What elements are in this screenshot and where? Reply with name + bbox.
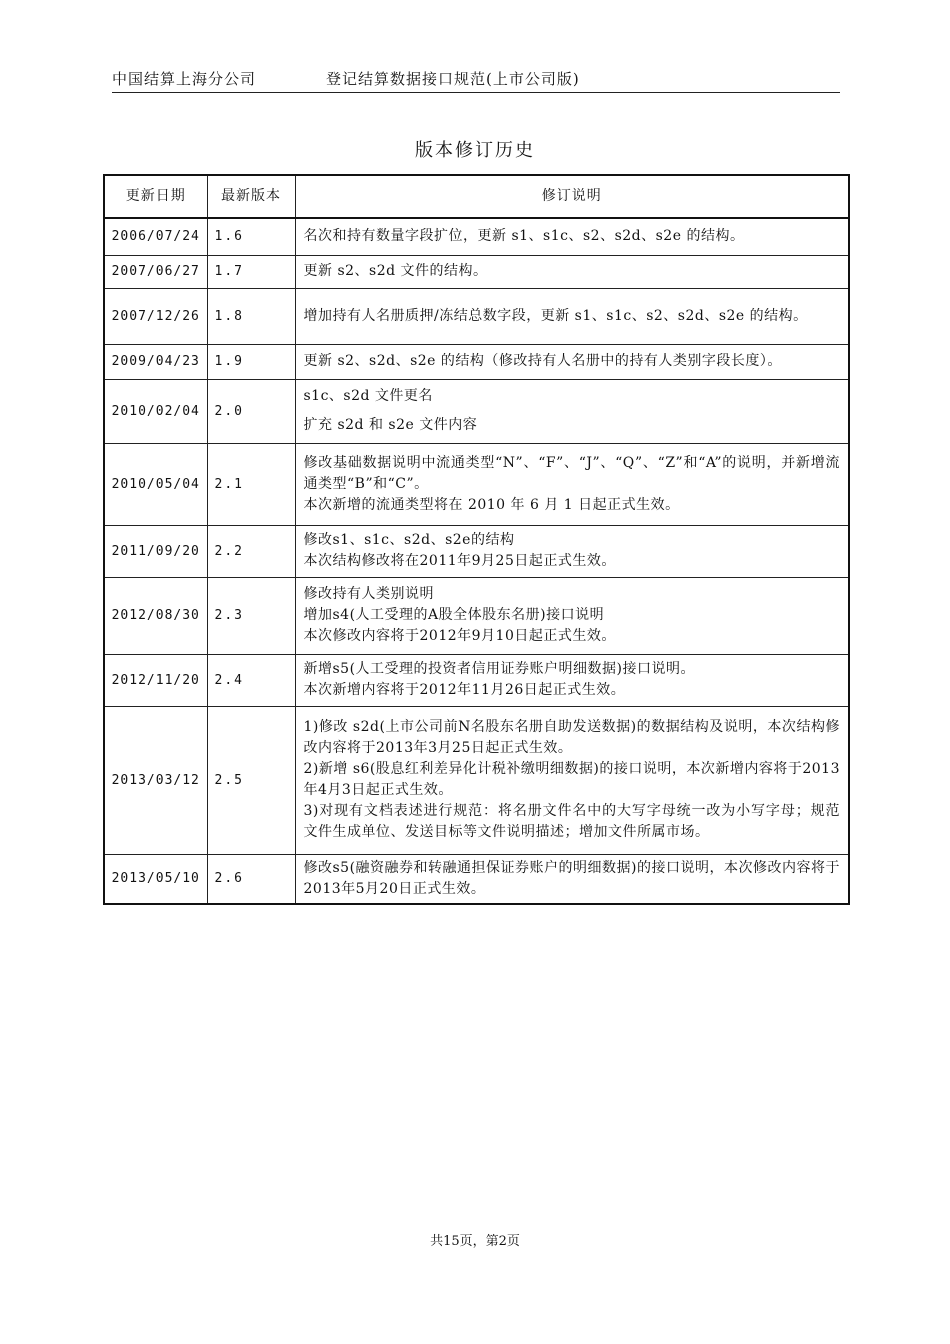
description-line: 修改s1、s1c、s2d、s2e的结构	[303, 532, 515, 548]
revision-version: 1.9	[207, 344, 295, 379]
table-row	[104, 218, 849, 255]
table-header-row	[104, 175, 849, 218]
table-row	[104, 577, 849, 654]
table-row	[104, 854, 849, 904]
revision-date: 2010/05/04	[104, 443, 207, 525]
revision-version: 2.5	[207, 706, 295, 854]
description-line: 更新 s2、s2d 文件的结构。	[303, 263, 488, 279]
revision-version: 1.6	[207, 218, 295, 255]
column-header-description: 修订说明	[295, 175, 849, 218]
revision-version: 1.7	[207, 255, 295, 288]
description-line: 3)对现有文档表述进行规范：将名册文件名中的大写字母统一改为小写字母；规范文件生成单位、发送目标等文件说明描述；增加文件所属市场。	[303, 803, 840, 840]
column-header-version: 最新版本	[207, 175, 295, 218]
table-row	[104, 525, 849, 577]
revision-description	[295, 525, 849, 577]
revision-description	[295, 344, 849, 379]
description-line: 本次修改内容将于2012年9月10日起正式生效。	[303, 628, 616, 644]
description-line: 2)新增 s6(股息红利差异化计税补缴明细数据)的接口说明，本次新增内容将于2013年4月3日起正式生效。	[303, 761, 840, 798]
description-line: 修改基础数据说明中流通类型“N”、“F”、“J”、“Q”、“Z”和“A”的说明，并新增流通类型“B”和“C”。	[303, 454, 840, 492]
header-doc-title: 登记结算数据接口规范(上市公司版)	[326, 70, 580, 88]
revision-description	[295, 706, 849, 854]
description-line: 本次新增的流通类型将在 2010 年 6 月 1 日起正式生效。	[303, 496, 680, 513]
revision-date: 2006/07/24	[104, 218, 207, 255]
revision-date: 2013/03/12	[104, 706, 207, 854]
page-header	[112, 66, 840, 93]
revision-version: 2.6	[207, 854, 295, 904]
header-org: 中国结算上海分公司	[112, 70, 257, 88]
revision-date: 2011/09/20	[104, 525, 207, 577]
revision-description	[295, 854, 849, 904]
description-line: 名次和持有数量字段扩位，更新 s1、s1c、s2、s2d、s2e 的结构。	[303, 228, 745, 245]
table-row	[104, 288, 849, 344]
table-row	[104, 344, 849, 379]
revision-version: 2.0	[207, 379, 295, 443]
description-line: 本次新增内容将于2012年11月26日起正式生效。	[303, 682, 626, 698]
description-line: 1)修改 s2d(上市公司前N名股东名册自助发送数据)的数据结构及说明，本次结构修改内容将于2013年3月25日起正式生效。	[303, 719, 840, 756]
revision-date: 2012/08/30	[104, 577, 207, 654]
description-line: s1c、s2d 文件更名	[303, 388, 433, 404]
description-line: 修改持有人类别说明	[303, 586, 434, 602]
revision-version: 2.2	[207, 525, 295, 577]
revision-version: 2.4	[207, 654, 295, 706]
description-line: 本次结构修改将在2011年9月25日起正式生效。	[303, 553, 616, 569]
revision-description	[295, 443, 849, 525]
description-line: 增加s4(人工受理的A股全体股东名册)接口说明	[303, 607, 605, 623]
table-row	[104, 706, 849, 854]
page-title: 版本修订历史	[415, 140, 535, 161]
revision-date: 2012/11/20	[104, 654, 207, 706]
revision-description	[295, 218, 849, 255]
revision-history-table	[103, 174, 850, 905]
table-row	[104, 255, 849, 288]
revision-version: 1.8	[207, 288, 295, 344]
table-row	[104, 379, 849, 443]
revision-date: 2013/05/10	[104, 854, 207, 904]
revision-description	[295, 654, 849, 706]
revision-date: 2007/06/27	[104, 255, 207, 288]
revision-version: 2.1	[207, 443, 295, 525]
description-line: 增加持有人名册质押/冻结总数字段，更新 s1、s1c、s2、s2d、s2e 的结构。	[303, 307, 808, 324]
revision-date: 2009/04/23	[104, 344, 207, 379]
revision-version: 2.3	[207, 577, 295, 654]
page-footer: 共15页，第2页	[430, 1234, 520, 1249]
table-row	[104, 654, 849, 706]
revision-date: 2010/02/04	[104, 379, 207, 443]
revision-date: 2007/12/26	[104, 288, 207, 344]
revision-description	[295, 379, 849, 443]
column-header-date: 更新日期	[104, 175, 207, 218]
revision-description	[295, 288, 849, 344]
description-line: 修改s5(融资融券和转融通担保证券账户的明细数据)的接口说明，本次修改内容将于2013年5月20日正式生效。	[303, 859, 841, 897]
description-line: 新增s5(人工受理的投资者信用证券账户明细数据)接口说明。	[303, 661, 696, 677]
description-line: 更新 s2、s2d、s2e 的结构（修改持有人名册中的持有人类别字段长度）。	[303, 353, 782, 369]
description-line: 扩充 s2d 和 s2e 文件内容	[303, 417, 478, 433]
revision-description	[295, 577, 849, 654]
table-row	[104, 443, 849, 525]
revision-description	[295, 255, 849, 288]
table-body	[104, 218, 849, 904]
